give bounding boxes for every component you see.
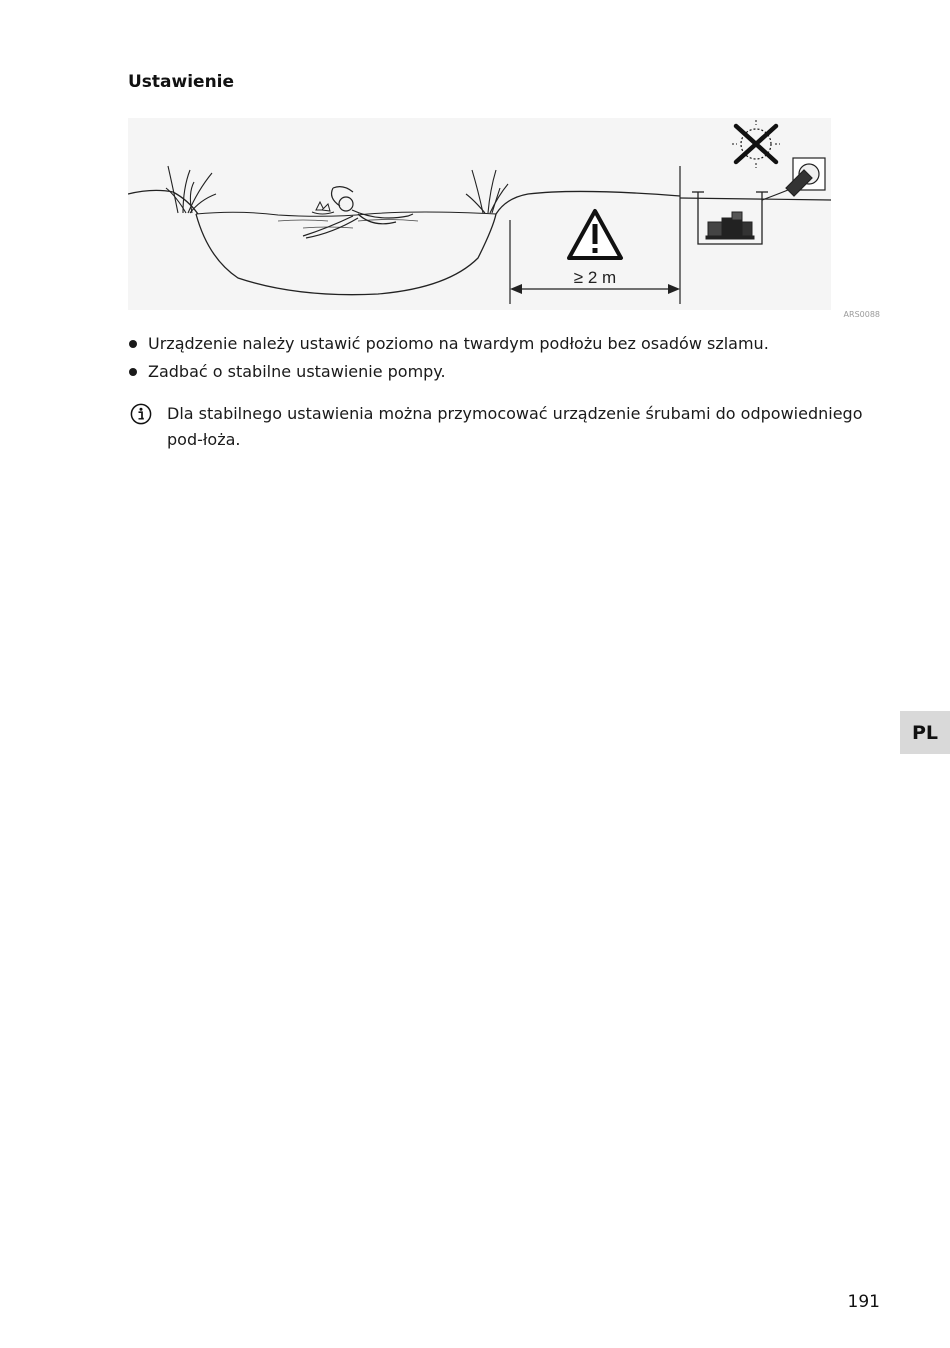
section-title: Ustawienie bbox=[128, 72, 235, 92]
pump-device bbox=[706, 212, 754, 239]
reeds-left bbox=[166, 166, 216, 213]
pond-bank-left bbox=[128, 190, 198, 214]
water-lily bbox=[312, 202, 334, 214]
bullet-list bbox=[128, 330, 888, 386]
pond-basin bbox=[196, 214, 496, 295]
list-item bbox=[128, 358, 888, 386]
water-surface bbox=[196, 212, 496, 216]
ground-line bbox=[680, 198, 831, 200]
warning-icon bbox=[569, 211, 621, 258]
setup-illustration bbox=[128, 118, 831, 310]
illustration-svg bbox=[128, 118, 831, 310]
bullet-icon bbox=[129, 368, 137, 376]
info-icon bbox=[130, 403, 152, 425]
info-note-text: Dla stabilnego ustawienia można przymocować urządzenie śrubami do odpowiedniego pod-łoża. bbox=[167, 404, 863, 449]
list-item bbox=[128, 330, 888, 358]
list-item-text: Zadbać o stabilne ustawienie pompy. bbox=[148, 362, 446, 381]
info-note bbox=[128, 401, 888, 453]
figure-code: ARS0088 bbox=[843, 310, 880, 319]
pond-bank-right bbox=[496, 191, 680, 214]
distance-label: ≥ 2 m bbox=[573, 268, 617, 287]
language-tab: PL bbox=[900, 711, 950, 754]
page-number: 191 bbox=[847, 1292, 880, 1312]
power-socket bbox=[786, 158, 825, 196]
no-sun-icon bbox=[732, 120, 780, 168]
bullet-icon bbox=[129, 340, 137, 348]
list-item-text: Urządzenie należy ustawić poziomo na twardym podłożu bez osadów szlamu. bbox=[148, 334, 769, 353]
